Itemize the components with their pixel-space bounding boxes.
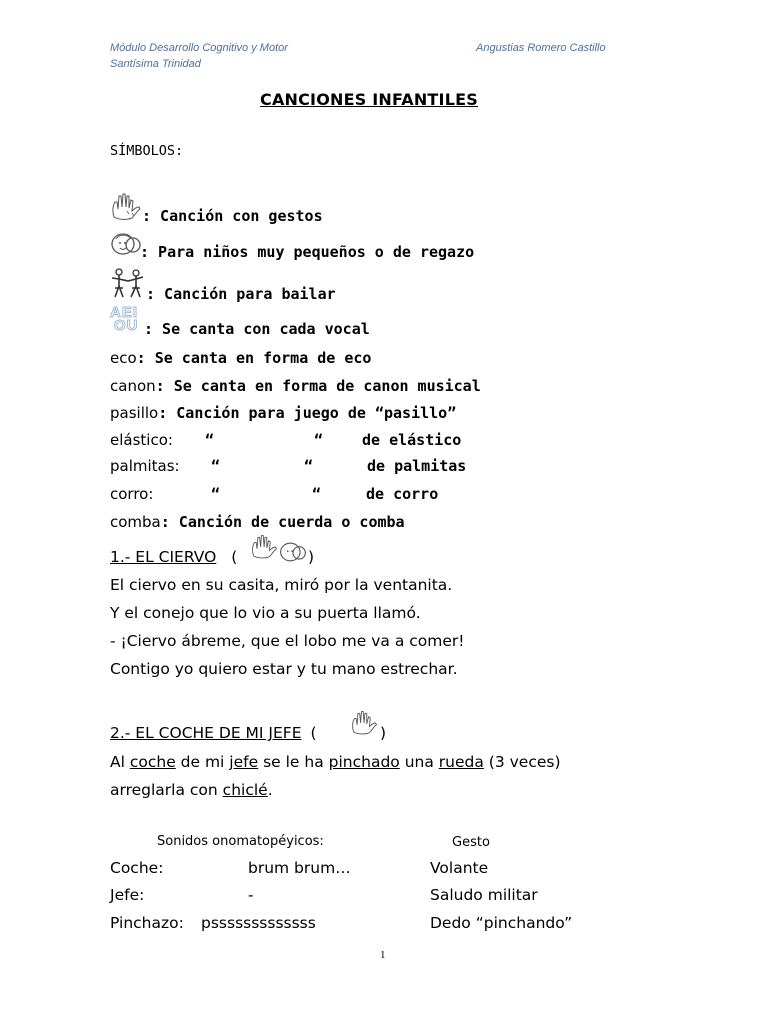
ditto-mark: “	[314, 431, 324, 449]
ditto-mark: “	[312, 485, 322, 503]
legend-label: eco	[110, 349, 137, 367]
table-gesture: Saludo militar	[430, 886, 538, 904]
text-segment: arreglarla con	[110, 781, 223, 799]
legend-text-corro: de corro	[366, 485, 439, 503]
header-author: Angustias Romero Castillo	[476, 42, 606, 54]
page-number: 1	[380, 949, 386, 961]
song2-close-paren: )	[380, 724, 387, 742]
vowels-icon	[110, 306, 139, 332]
song1-title: 1.- EL CIERVO	[110, 548, 217, 566]
hand-gesture-icon	[110, 193, 144, 221]
header-school: Santísima Trinidad	[110, 58, 201, 70]
symbol-text-vowels: : Se canta con cada vocal	[144, 320, 370, 338]
table-word: Coche:	[110, 859, 164, 877]
table-heading-sounds: Sonidos onomatopéyicos:	[157, 834, 324, 849]
legend-label: comba	[110, 513, 161, 531]
hand-gesture-icon	[250, 534, 280, 560]
legend-label: pasillo	[110, 404, 159, 422]
table-sound: brum brum…	[248, 859, 351, 877]
text-segment: (3 veces)	[483, 753, 561, 771]
text-segment: Al	[110, 753, 130, 771]
hand-gesture-icon	[350, 710, 380, 736]
text-segment: de mi	[175, 753, 230, 771]
legend-row-eco	[110, 348, 371, 367]
baby-face-icon	[278, 540, 308, 564]
table-sound: -	[248, 886, 254, 904]
song2-open-paren: (	[310, 724, 317, 742]
song2-line1	[110, 753, 561, 771]
text-segment: se le ha	[258, 753, 329, 771]
baby-face-icon	[109, 231, 143, 257]
legend-text-elastico: de elástico	[362, 431, 462, 449]
legend-label: canon	[110, 377, 156, 395]
text-segment: .	[267, 781, 273, 799]
legend-text: : Canción de cuerda o comba	[160, 513, 405, 531]
keyword-chicle: chiclé	[222, 781, 268, 799]
legend-text: : Canción para juego de “pasillo”	[158, 404, 457, 422]
song1-line: Y el conejo que lo vio a su puerta llamó.	[110, 604, 421, 622]
vowels-icon-bottom: OU	[114, 317, 139, 334]
song2-title: 2.- EL COCHE DE MI JEFE	[110, 724, 302, 742]
text-segment: una	[399, 753, 439, 771]
legend-row-comba	[110, 512, 405, 531]
keyword-pinchado: pinchado	[328, 753, 400, 771]
table-word: Jefe:	[110, 886, 145, 904]
legend-row-pasillo	[110, 403, 456, 422]
song1-line: Contigo yo quiero estar y tu mano estrechar.	[110, 660, 458, 678]
song1-open-paren: (	[231, 548, 238, 566]
header-module: Módulo Desarrollo Cognitivo y Motor	[110, 42, 288, 54]
legend-label-palmitas: palmitas:	[110, 457, 180, 475]
song1-line: - ¡Ciervo ábreme, que el lobo me va a comer!	[110, 632, 465, 650]
song1-line: El ciervo en su casita, miró por la ventanita.	[110, 576, 453, 594]
symbols-heading: SÍMBOLOS:	[110, 143, 184, 159]
dancing-children-icon	[110, 268, 146, 300]
ditto-mark: “	[205, 431, 215, 449]
symbol-text-gestures: : Canción con gestos	[142, 207, 323, 225]
symbol-text-dance: : Canción para bailar	[146, 285, 336, 303]
ditto-mark: “	[211, 457, 221, 475]
legend-text-palmitas: de palmitas	[367, 457, 467, 475]
legend-text: : Se canta en forma de canon musical	[155, 377, 481, 395]
ditto-mark: “	[304, 457, 314, 475]
legend-label-elastico: elástico:	[110, 431, 173, 449]
symbol-text-small-children: : Para niños muy pequeños o de regazo	[140, 243, 475, 261]
table-heading-gesture: Gesto	[452, 835, 490, 850]
legend-row-canon	[110, 376, 481, 395]
song1-title-row	[110, 548, 237, 566]
keyword-jefe: jefe	[229, 753, 259, 771]
table-gesture: Volante	[430, 859, 489, 877]
keyword-rueda: rueda	[438, 753, 484, 771]
vowels-icon-top: AEI	[110, 304, 139, 321]
keyword-coche: coche	[129, 753, 176, 771]
table-word: Pinchazo:	[110, 914, 184, 932]
ditto-mark: “	[211, 485, 221, 503]
table-gesture: Dedo “pinchando”	[430, 914, 573, 932]
song2-line2	[110, 781, 273, 799]
table-sound: psssssssssssss	[201, 914, 316, 932]
song2-title-row	[110, 724, 317, 742]
legend-text: : Se canta en forma de eco	[136, 349, 372, 367]
song1-close-paren: )	[308, 548, 315, 566]
legend-label-corro: corro:	[110, 485, 154, 503]
page-title: CANCIONES INFANTILES	[260, 90, 478, 109]
